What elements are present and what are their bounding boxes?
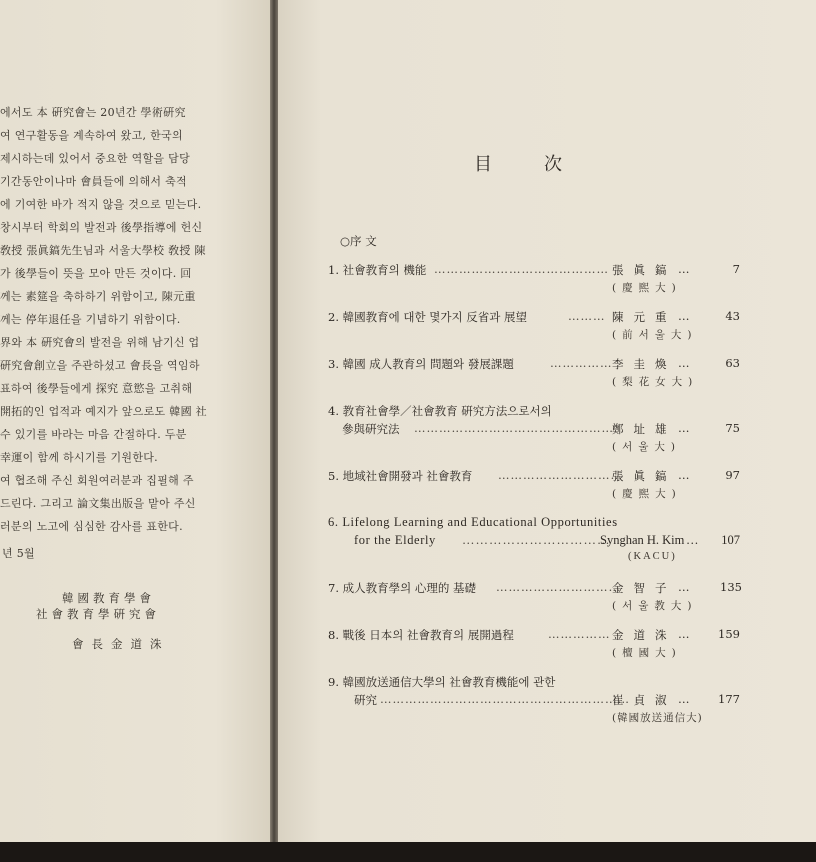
entry-number: 1. (328, 263, 339, 277)
entry-page: 75 (725, 421, 740, 435)
preface-line: 수 있기를 바라는 마음 간절하다. 두분 (0, 428, 187, 441)
book-gutter (270, 0, 278, 842)
entry-title-continued: 參與硏究法 (342, 422, 400, 436)
entry-number: 9. (328, 675, 339, 689)
entry-affiliation: (檀國大) (612, 647, 682, 659)
entry-author: 鄭址雄 (612, 422, 677, 436)
preface-line: 敎授 張眞鎬先生님과 서울大學校 敎授 陳 (0, 244, 206, 257)
entry-affiliation: (梨花女大) (612, 376, 699, 388)
entry-title: 韓國放送通信大學의 社會教育機能에 관한 (342, 675, 556, 689)
toc-preface: ○序 文 (340, 234, 377, 248)
entry-number: 6. (328, 515, 339, 529)
preface-line: 硏究會創立을 주관하셨고 會長을 역임하 (0, 359, 200, 372)
preface-line: 께는 停年退任을 기념하기 위함이다. (0, 313, 181, 326)
toc-entry: 9. 韓國放送通信大學의 社會教育機能에 관한 硏究 …………………………………………………… 崔貞淑 … 177 (韓國放送通信大) (328, 675, 740, 724)
left-page (0, 0, 270, 842)
entry-title: 社會教育의 機能 (342, 263, 427, 277)
entry-affiliation: (慶熙大) (612, 282, 682, 294)
entry-affiliation: (KACU) (628, 551, 677, 562)
toc-entry: 4. 教育社會學／社會教育 硏究方法으로서의 參與硏究法 ………………………………………… 鄭址雄 … 75 (서울大) (328, 404, 740, 453)
entry-number: 5. (328, 469, 339, 483)
entry-title: Lifelong Learning and Educational Opportunities (342, 515, 618, 529)
entry-page: 159 (718, 627, 740, 641)
preface-date: 년 5월 (2, 547, 35, 560)
entry-page: 177 (718, 692, 740, 706)
entry-number: 7. (328, 581, 339, 595)
toc-entry: 7. 成人教育學의 心理的 基礎 ………………………… 金智子 … 135 (서울教大) (328, 580, 742, 612)
entry-author: Synghan H. Kim (600, 533, 685, 547)
entry-author: 張眞鎬 (612, 469, 677, 483)
entry-page: 107 (721, 533, 740, 547)
entry-title: 韓國 成人教育의 問題와 發展課題 (342, 357, 514, 371)
preface-line: 界와 本 硏究會의 발전을 위해 남기신 업 (0, 336, 200, 349)
preface-line: 표하여 後學들에게 探究 意慾을 고취해 (0, 382, 193, 395)
entry-page: 135 (720, 580, 742, 594)
entry-affiliation: (慶熙大) (612, 488, 682, 500)
preface-line: 드린다. 그리고 論文集出版을 맡아 주신 (0, 497, 196, 510)
entry-title: 地域社會開發과 社會教育 (342, 469, 473, 483)
entry-author: 陳元重 (612, 310, 677, 324)
toc-entry: 5. 地域社會開發과 社會教育 ………………………… 張眞鎬 … 97 (慶熙大) (328, 468, 740, 500)
entry-page: 7 (732, 262, 740, 276)
entry-affiliation: (서울教大) (612, 600, 698, 612)
entry-author: 金道洙 (612, 628, 677, 642)
entry-affiliation: (前서울大) (612, 329, 698, 341)
toc-title (474, 150, 562, 176)
toc-title-right: 次 (544, 154, 562, 175)
toc-entry: 2. 韓國教育에 대한 몇가지 反省과 展望 ……… 陳元重 … 43 (前서울大) (328, 309, 740, 341)
right-page (278, 0, 816, 842)
entry-number: 4. (328, 404, 339, 418)
entry-author: 崔貞淑 (612, 693, 677, 707)
preface-line: 창시부터 학회의 발전과 後學指導에 헌신 (0, 221, 203, 234)
entry-number: 3. (328, 357, 339, 371)
entry-page: 63 (725, 356, 740, 370)
organization-name: 韓國教育學會 (62, 591, 155, 605)
book-edge (0, 842, 816, 862)
entry-title: 成人教育學의 心理的 基礎 (342, 581, 477, 595)
preface-line: 러분의 노고에 심심한 감사를 표한다. (0, 520, 183, 533)
toc-entry: 8. 戰後 日本의 社會教育의 展開過程 …………… 金道洙 … 159 (檀國大) (328, 627, 740, 659)
preface-line: 께는 素筵을 축하하기 위함이고, 陳元重 (0, 290, 196, 303)
entry-title: 韓國教育에 대한 몇가지 反省과 展望 (342, 310, 528, 324)
preface-line: 여 협조해 주신 회원여러분과 집필해 주 (0, 474, 194, 487)
entry-page: 43 (725, 309, 740, 323)
toc-title-left: 目 (474, 154, 492, 175)
entry-author: 金智子 (612, 581, 677, 595)
organization-subname: 社會教育學硏究會 (36, 607, 160, 621)
toc-entry: 6. Lifelong Learning and Educational Opportunities for the Elderly …………………………… Synghan H. Kim … 107 (KACU) (328, 515, 740, 562)
entry-affiliation: (서울大) (612, 441, 681, 453)
president-signature: 會長金道洙 (72, 637, 170, 651)
entry-title: 戰後 日本의 社會教育의 展開過程 (342, 628, 514, 642)
entry-page: 97 (725, 468, 740, 482)
preface-line: 제시하는데 있어서 중요한 역할을 담당 (0, 152, 191, 165)
entry-title-continued: 硏究 (354, 693, 377, 707)
entry-author: 李圭煥 (612, 357, 677, 371)
preface-line: 幸運이 함께 하시기를 기원한다. (0, 451, 158, 464)
entry-number: 2. (328, 310, 339, 324)
entry-number: 8. (328, 628, 339, 642)
toc-entry: 1. 社會教育의 機能 …………………………………… 張眞鎬 … 7 (慶熙大) (328, 262, 740, 294)
entry-affiliation: (韓國放送通信大) (612, 712, 703, 724)
preface-line: 에서도 本 硏究會는 20년간 學術硏究 (0, 106, 186, 119)
preface-line: 가 後學들이 뜻을 모아 만든 것이다. 回 (0, 267, 192, 280)
preface-line: 여 연구활동을 계속하여 왔고, 한국의 (0, 129, 183, 142)
entry-author: 張眞鎬 (612, 263, 677, 277)
preface-line: 기간동안이나마 會員들에 의해서 축적 (0, 175, 187, 188)
preface-line: 開拓的인 업적과 예지가 앞으로도 韓國 社 (0, 405, 207, 418)
entry-title-continued: for the Elderly (354, 533, 436, 547)
toc-entry: 3. 韓國 成人教育의 問題와 發展課題 …………… 李圭煥 … 63 (梨花女大) (328, 356, 740, 388)
preface-line: 에 기여한 바가 적지 않을 것으로 믿는다. (0, 198, 202, 211)
entry-title: 教育社會學／社會教育 硏究方法으로서의 (342, 404, 552, 418)
